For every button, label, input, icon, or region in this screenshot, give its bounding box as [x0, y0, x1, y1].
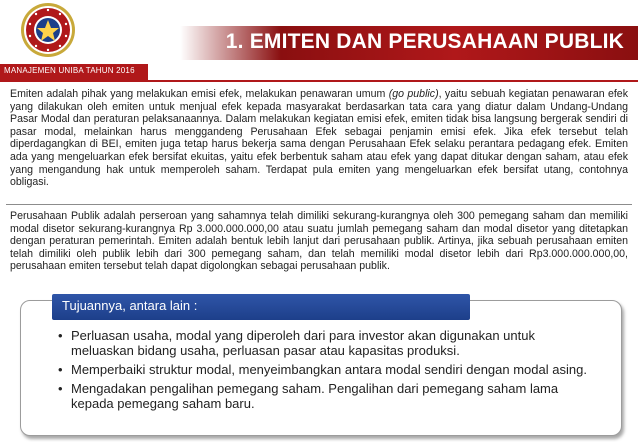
goals-heading: Tujuannya, antara lain : [62, 298, 198, 313]
perusahaan-publik-paragraph: Perusahaan Publik adalah perseroan yang sahamnya telah dimiliki sekurang-kurangnya oleh 300 pemegang saham dan memiliki modal disetor sekurang-kurangnya Rp 3.000.000.000,00 atau suatu jumlah pemegang saham dan modal disetor yang ditetapkan dengan peraturan pemerintah. Emiten adalah bentuk lebih lanjut dari perusahaan publik. Artinya, jika sebuah perusahaan emiten telah dimiliki oleh publik lebih dari 300 pemegang saham, dan telah memiliki modal disetor lebih dari Rp3.000.000.000,00, perusahaan emiten tersebut telah dapat digolongkan sebagai perusahaan publik. [10, 210, 628, 273]
list-item [58, 381, 598, 411]
goals-list [58, 328, 598, 415]
bullet-icon: • [58, 328, 63, 343]
goals-heading-tab [52, 294, 470, 320]
paragraph-text-part2: , yaitu sebuah kegiatan penawaran efek yang dilakukan oleh emiten untuk menjual efek kepada masyarakat berdasarkan tata cara yang diatur dalam Undang-Undang Pasar Modal dan peraturan pelaksanaannya. Dalam melakukan kegiatan emisi efek, emiten tidak bisa langsung bergerak sendiri di pasar modal, melainkan harus menggandeng Perusahaan Efek sebagai penjamin emisi efek. Jika efek tersebut telah diperdagangkan di BEI, emiten juga tetap harus bekerja sama dengan Perusahaan Efek selaku perantara pedagang efek. Emiten ada yang mengeluarkan efek bersifat ekuitas, yaitu efek berbentuk saham atau efek yang dapat ditukar dengan saham, atau efek yang mengandung hak untuk memperoleh saham. Terdapat pula emiten yang mengeluarkan efek bersifat utang, contohnya obligasi. [10, 88, 628, 189]
list-item [58, 328, 598, 358]
subtitle-bar [0, 64, 148, 80]
subtitle-label: MANAJEMEN UNIBA TAHUN 2016 [4, 66, 135, 75]
bullet-icon: • [58, 362, 63, 377]
title-bar [180, 26, 638, 60]
list-item-text: Mengadakan pengalihan pemegang saham. Pengalihan dari pemegang saham lama kepada pemegang saham baru. [71, 381, 559, 411]
paragraph-italic: (go public) [388, 88, 439, 100]
emiten-paragraph [6, 86, 632, 205]
slide-header [0, 0, 638, 82]
list-item-text: Memperbaiki struktur modal, menyeimbangkan antara modal sendiri dengan modal asing. [71, 362, 587, 377]
paragraph-text-part1: Emiten adalah pihak yang melakukan emisi efek, melakukan penawaran umum [10, 88, 389, 100]
page-title: 1. EMITEN DAN PERUSAHAAN PUBLIK [225, 30, 624, 53]
university-seal-icon [20, 2, 76, 58]
bullet-icon: • [58, 381, 63, 396]
list-item [58, 362, 598, 377]
list-item-text: Perluasan usaha, modal yang diperoleh dari para investor akan digunakan untuk meluaskan bidang usaha, perluasan pasar atau kapasitas produksi. [71, 328, 535, 358]
header-divider [0, 80, 638, 82]
